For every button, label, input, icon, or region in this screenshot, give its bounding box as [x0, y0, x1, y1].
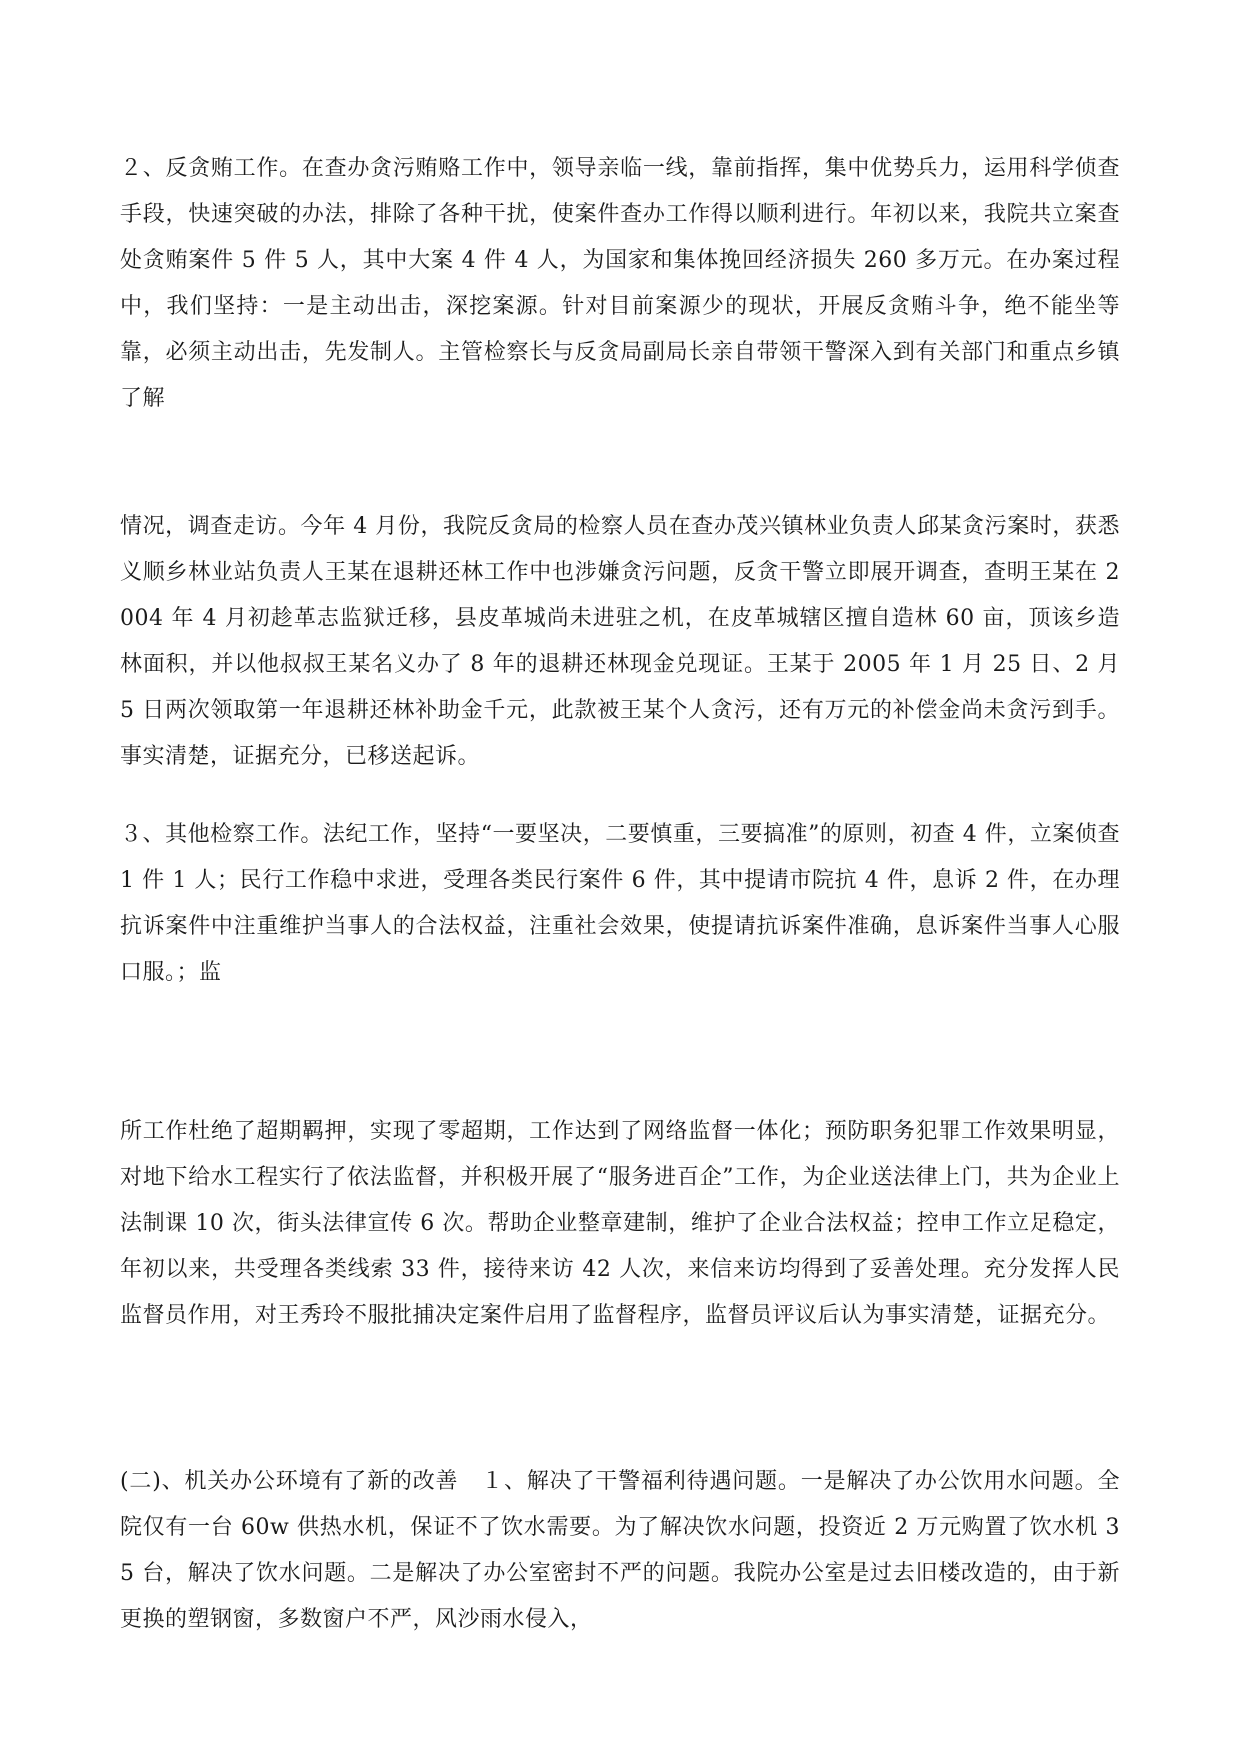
- paragraph-supervision-work: 所工作杜绝了超期羁押，实现了零超期，工作达到了网络监督一体化；预防职务犯罪工作效果明显，对地下给水工程实行了依法监督，并积极开展了“服务进百企”工作，为企业送法律上门，共为企业上法制课 10 次，街头法律宣传 6 次。帮助企业整章建制，维护了企业合法权益；控申工作立足稳定，年初以来，共受理各类线索 33 件，接待来访 42 人次，来信来访均得到了妥善处理。充分发挥人民监督员作用，对王秀玲不服批捕决定案件启用了监督程序，监督员评议后认为事实清楚，证据充分。: [120, 1119, 1120, 1328]
- paragraph-office-environment: (二)、机关办公环境有了新的改善 １、解决了干警福利待遇问题。一是解决了办公饮用水问题。全院仅有一台 60w 供热水机，保证不了饮水需要。为了解决饮水问题，投资近 2 万元购置了饮水机 35 台，解决了饮水问题。二是解决了办公室密封不严的问题。我院办公室是过去旧楼改造的，由于新更换的塑钢窗，多数窗户不严，风沙雨水侵入，: [120, 1469, 1120, 1632]
- paragraph-investigation-case: 情况，调查走访。今年 4 月份，我院反贪局的检察人员在查办茂兴镇林业负责人邱某贪污案时，获悉义顺乡林业站负责人王某在退耕还林工作中也涉嫌贪污问题，反贪干警立即展开调查，查明王某在 2004 年 4 月初趁革志监狱迁移，县皮革城尚未进驻之机，在皮革城辖区擅自造林 60 亩，顶该乡造林面积，并以他叔叔王某名义办了 8 年的退耕还林现金兑现证。王某于 2005 年 1 月 25 日、2 月 5 日两次领取第一年退耕还林补助金千元，此款被王某个人贪污，还有万元的补偿金尚未贪污到手。事实清楚，证据充分，已移送起诉。: [120, 514, 1120, 769]
- paragraph-other-procuratorial-work: ３、其他检察工作。法纪工作，坚持“一要坚决，二要慎重，三要搞准”的原则，初查 4 件，立案侦查 1 件 1 人；民行工作稳中求进，受理各类民行案件 6 件，其中提请市院抗 4 件，息诉 2 件，在办理抗诉案件中注重维护当事人的合法权益，注重社会效果，使提请抗诉案件准确，息诉案件当事人心服口服。；监: [120, 822, 1120, 985]
- paragraph-anti-corruption: ２、反贪贿工作。在查办贪污贿赂工作中，领导亲临一线，靠前指挥，集中优势兵力，运用科学侦查手段，快速突破的办法，排除了各种干扰，使案件查办工作得以顺利进行。年初以来，我院共立案查处贪贿案件 5 件 5 人，其中大案 4 件 4 人，为国家和集体挽回经济损失 260 多万元。在办案过程中，我们坚持：一是主动出击，深挖案源。针对目前案源少的现状，开展反贪贿斗争，绝不能坐等靠，必须主动出击，先发制人。主管检察长与反贪局副局长亲自带领干警深入到有关部门和重点乡镇了解: [120, 156, 1120, 411]
